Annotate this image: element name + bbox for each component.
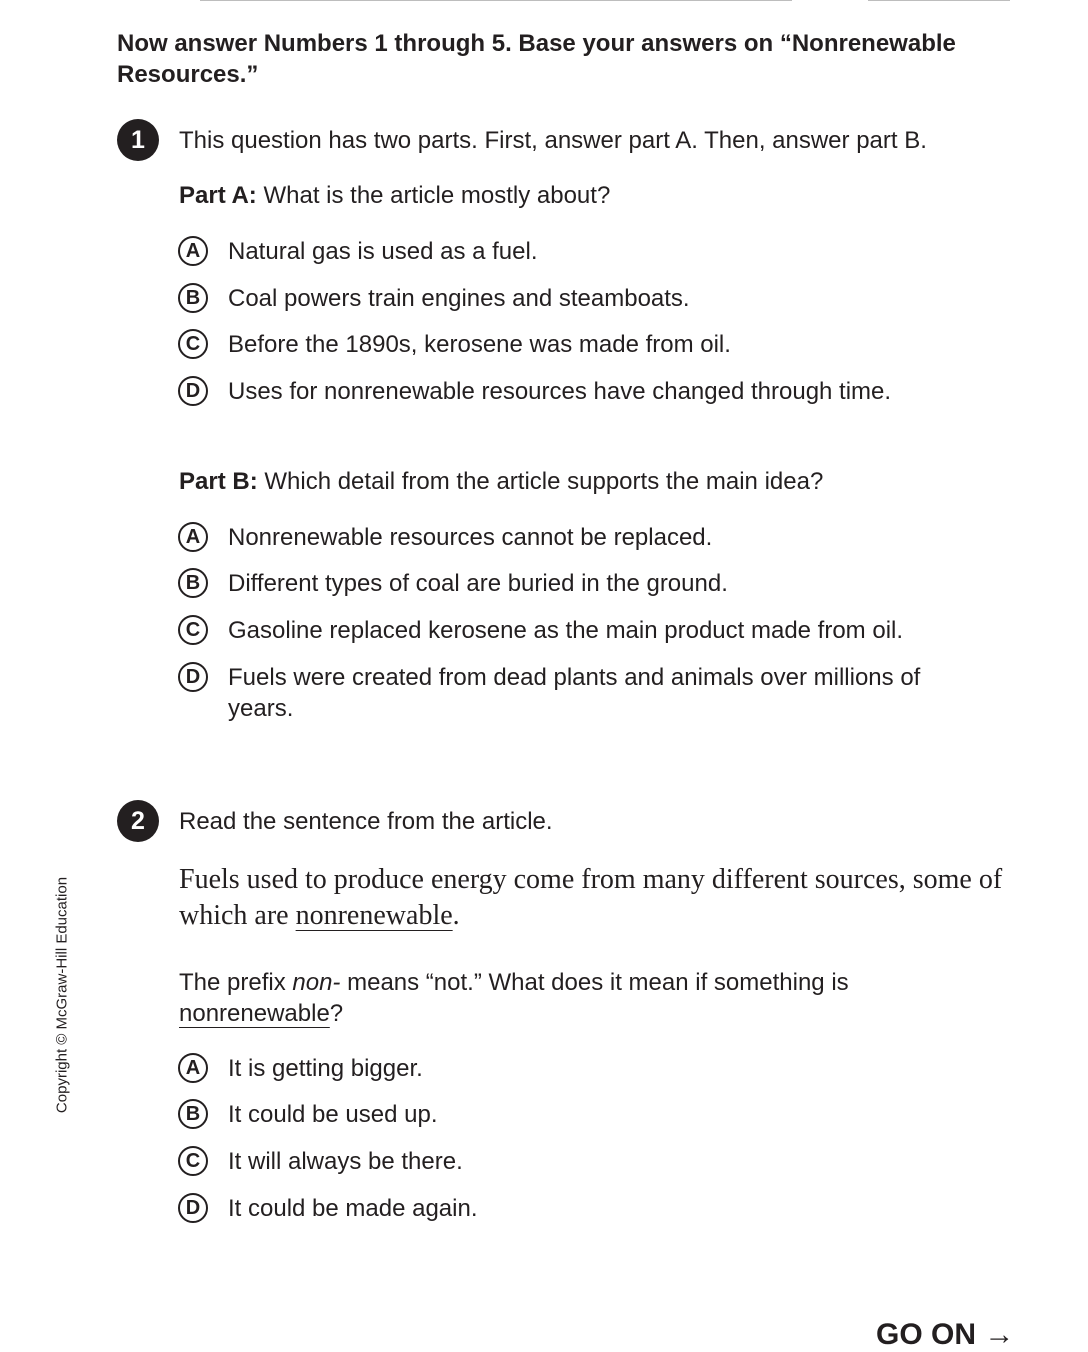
excerpt-end: . [452, 900, 460, 931]
question-1-part-b-prompt [179, 466, 823, 497]
question-1-part-a-prompt [179, 180, 610, 211]
choice-text: It could be made again. [228, 1195, 478, 1222]
answer-bubble[interactable]: A [178, 236, 208, 266]
article-excerpt [179, 862, 1009, 934]
choice-text: Coal powers train engines and steamboats. [228, 285, 690, 312]
question-1-number: 1 [117, 119, 159, 161]
choice-text: Before the 1890s, kerosene was made from oil. [228, 331, 731, 358]
top-rule-left [200, 0, 792, 1]
choice-text: It could be used up. [228, 1101, 438, 1128]
q1b-choice-c[interactable] [178, 615, 968, 646]
q1b-choice-d[interactable] [178, 662, 948, 724]
answer-bubble[interactable]: C [178, 1146, 208, 1176]
question-2-stem: Read the sentence from the article. [179, 808, 553, 835]
prompt-underlined-word: nonrenewable [179, 1000, 330, 1027]
answer-bubble[interactable]: A [178, 1053, 208, 1083]
copyright-notice: Copyright © McGraw-Hill Education [53, 876, 71, 1114]
excerpt-text: Fuels used to produce energy come from many different sources, some of which are [179, 864, 1003, 931]
prompt-text-cont: means “not.” What does it mean if something is [340, 969, 849, 996]
answer-bubble[interactable]: D [178, 1193, 208, 1223]
q2-choice-c[interactable] [178, 1146, 968, 1177]
choice-text: Natural gas is used as a fuel. [228, 238, 538, 265]
choice-text: Gasoline replaced kerosene as the main product made from oil. [228, 617, 904, 644]
answer-bubble[interactable]: A [178, 522, 208, 552]
choice-text: It will always be there. [228, 1148, 463, 1175]
q1b-choice-a[interactable] [178, 522, 968, 553]
top-rule-right [868, 0, 1010, 1]
answer-bubble[interactable]: C [178, 329, 208, 359]
q1a-choice-c[interactable] [178, 329, 968, 360]
q1a-choice-a[interactable] [178, 236, 968, 267]
excerpt-underlined-word: nonrenewable [295, 900, 453, 931]
prompt-prefix: non- [292, 969, 341, 996]
choice-text: Nonrenewable resources cannot be replaced. [228, 524, 713, 551]
part-a-label: Part A: [179, 182, 257, 209]
q1b-choice-b[interactable] [178, 568, 968, 599]
question-2-number: 2 [117, 800, 159, 842]
instructions: Now answer Numbers 1 through 5. Base your answers on “Nonrenewable Resources.” [117, 30, 956, 88]
prompt-text: The prefix [179, 969, 293, 996]
choice-text: Different types of coal are buried in the ground. [228, 570, 728, 597]
q1a-choice-b[interactable] [178, 283, 968, 314]
question-1-stem: This question has two parts. First, answer part A. Then, answer part B. [179, 127, 927, 154]
choice-text: Fuels were created from dead plants and animals over millions of years. [228, 664, 921, 722]
part-a-question: What is the article mostly about? [263, 182, 611, 209]
q2-choice-d[interactable] [178, 1193, 968, 1224]
q2-choice-a[interactable] [178, 1053, 968, 1084]
answer-bubble[interactable]: B [178, 1099, 208, 1129]
choice-text: It is getting bigger. [228, 1055, 423, 1082]
choice-text: Uses for nonrenewable resources have changed through time. [228, 378, 892, 405]
question-2-prompt [179, 967, 899, 1029]
go-on-label: GO ON → [876, 1318, 1015, 1351]
answer-bubble[interactable]: B [178, 568, 208, 598]
answer-bubble[interactable]: D [178, 376, 208, 406]
part-b-label: Part B: [179, 468, 258, 495]
answer-bubble[interactable]: C [178, 615, 208, 645]
q2-choice-b[interactable] [178, 1099, 968, 1130]
prompt-end: ? [329, 1000, 344, 1027]
answer-bubble[interactable]: B [178, 283, 208, 313]
part-b-question: Which detail from the article supports the main idea? [264, 468, 824, 495]
q1a-choice-d[interactable] [178, 376, 968, 407]
answer-bubble[interactable]: D [178, 662, 208, 692]
